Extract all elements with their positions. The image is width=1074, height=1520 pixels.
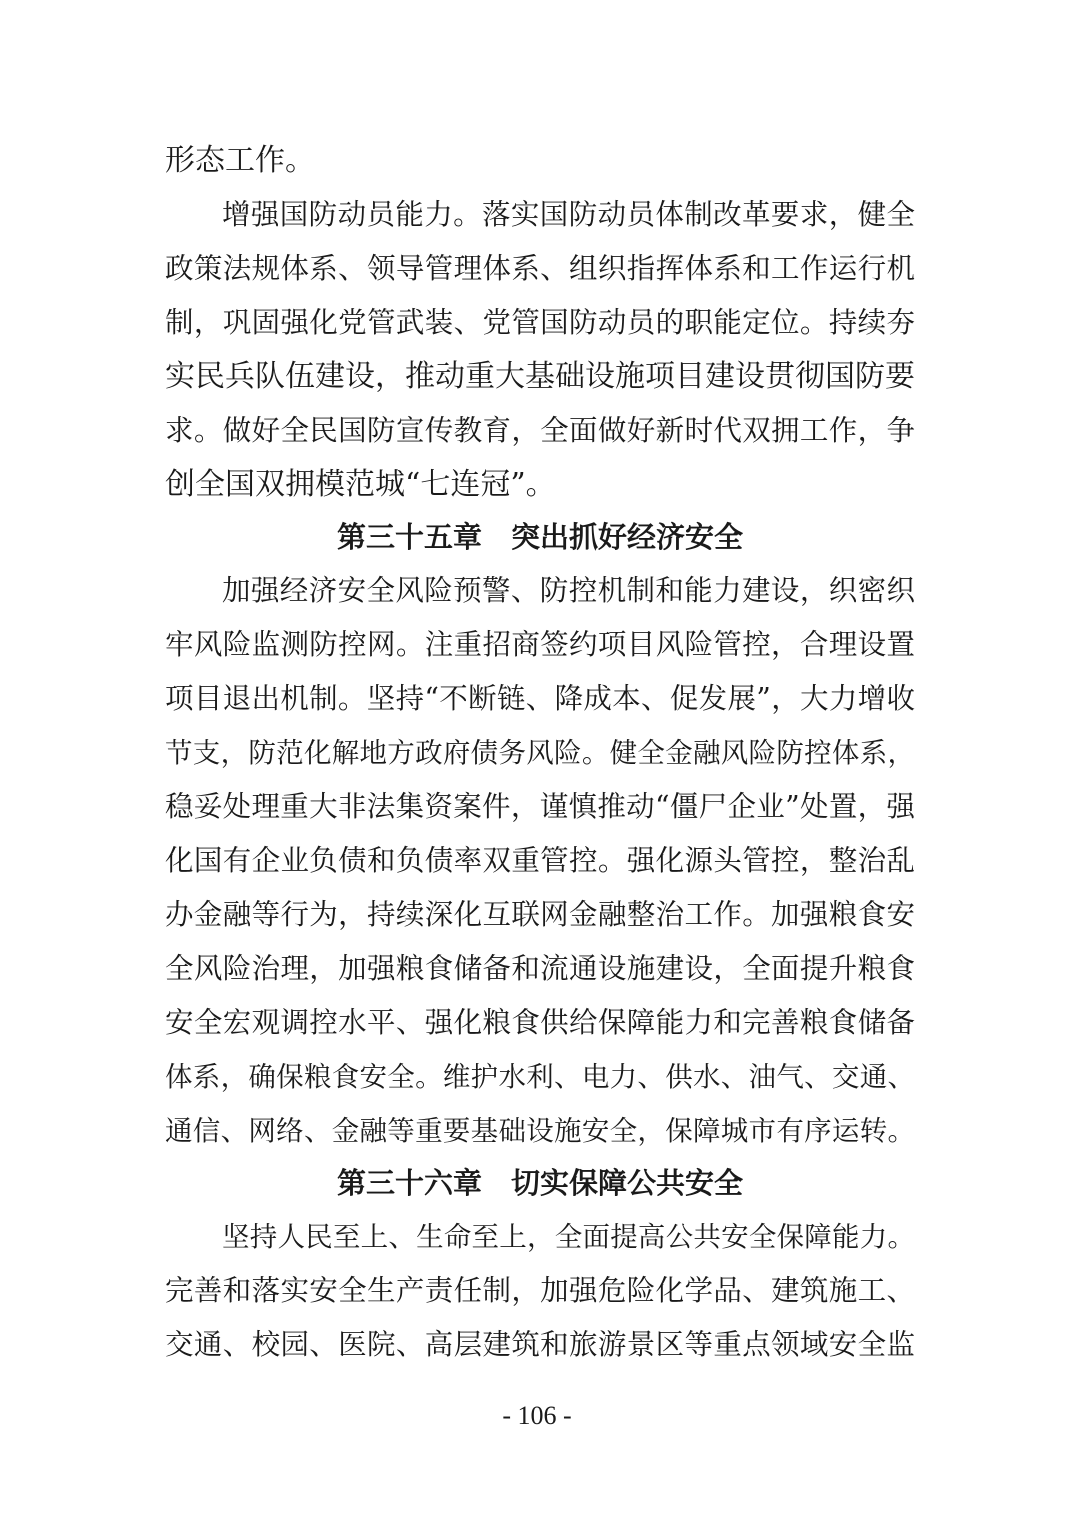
paragraph-line: 加强经济安全风险预警、防控机制和能力建设，织密织 <box>222 574 915 607</box>
paragraph-line: 通信、网络、金融等重要基础设施安全，保障城市有序运转。 <box>165 1115 915 1147</box>
paragraph-line: 体系，确保粮食安全。维护水利、电力、供水、油气、交通、 <box>165 1061 915 1093</box>
paragraph-line: 安全宏观调控水平、强化粮食供给保障能力和完善粮食储备 <box>165 1006 915 1039</box>
paragraph-line: 化国有企业负债和负债率双重管控。强化源头管控，整治乱 <box>165 844 915 877</box>
chapter-heading: 第三十六章 切实保障公共安全 <box>336 1166 743 1200</box>
paragraph-line: 创全国双拥模范城“七连冠”。 <box>165 467 556 502</box>
chapter-heading: 第三十五章 突出抓好经济安全 <box>336 520 743 554</box>
paragraph-line: 稳妥处理重大非法集资案件，谨慎推动“僵尸企业”处置，强 <box>165 790 915 823</box>
page-number: - 106 - <box>502 1401 572 1430</box>
paragraph-line: 形态工作。 <box>165 143 315 178</box>
paragraph-line: 完善和落实安全生产责任制，加强危险化学品、建筑施工、 <box>165 1274 915 1307</box>
paragraph-line: 办金融等行为，持续深化互联网金融整治工作。加强粮食安 <box>165 898 915 931</box>
paragraph-line: 交通、校园、医院、高层建筑和旅游景区等重点领域安全监 <box>165 1328 915 1361</box>
paragraph-line: 实民兵队伍建设，推动重大基础设施项目建设贯彻国防要 <box>165 359 915 394</box>
paragraph-line: 增强国防动员能力。落实国防动员体制改革要求，健全 <box>222 198 915 231</box>
paragraph-line: 政策法规体系、领导管理体系、组织指挥体系和工作运行机 <box>165 252 915 285</box>
paragraph-line: 坚持人民至上、生命至上，全面提高公共安全保障能力。 <box>222 1221 915 1253</box>
paragraph-line: 项目退出机制。坚持“不断链、降成本、促发展”，大力增收 <box>165 682 915 715</box>
paragraph-line: 节支，防范化解地方政府债务风险。健全金融风险防控体系， <box>165 737 915 769</box>
paragraph-line: 牢风险监测防控网。注重招商签约项目风险管控，合理设置 <box>165 628 915 661</box>
paragraph-line: 制，巩固强化党管武装、党管国防动员的职能定位。持续夯 <box>165 306 915 339</box>
paragraph-line: 求。做好全民国防宣传教育，全面做好新时代双拥工作，争 <box>165 414 915 447</box>
paragraph-line: 全风险治理，加强粮食储备和流通设施建设，全面提升粮食 <box>165 952 915 985</box>
